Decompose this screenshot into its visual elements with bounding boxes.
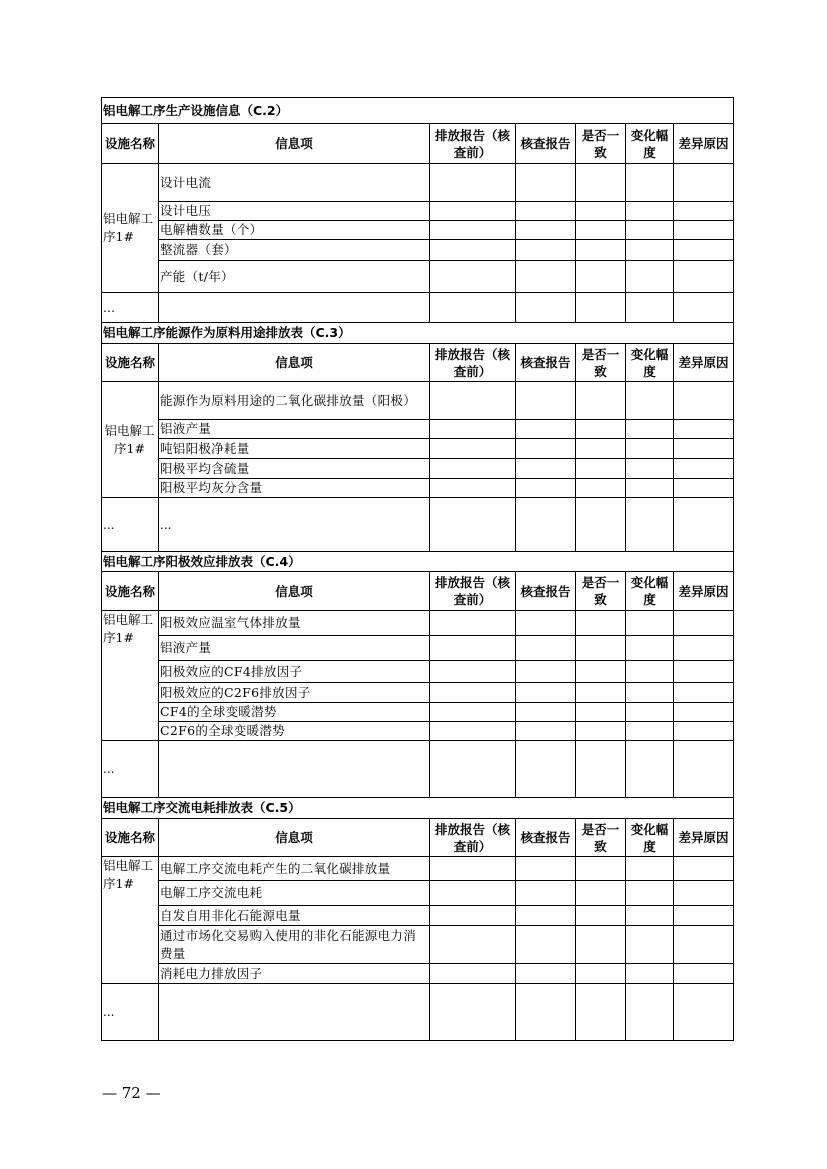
facility-name: 铝电解工序1# [102,164,159,293]
info-item: 阳极平均灰分含量 [159,479,430,498]
table-row [102,439,734,459]
header-verify: 核查报告 [516,344,576,382]
header-report-before: 排放报告（核查前） [430,819,516,857]
header-change: 变化幅度 [626,819,674,857]
info-item: 铝液产量 [159,636,430,661]
table-row [102,240,734,261]
table-row [102,498,734,552]
ellipsis-cell: ... [102,498,159,552]
header-report-before: 排放报告（核查前） [430,344,516,382]
header-item: 信息项 [159,124,430,164]
table-row [102,459,734,479]
header-report-before: 排放报告（核查前） [430,124,516,164]
info-item: 消耗电力排放因子 [159,964,430,984]
info-item: 吨铝阳极净耗量 [159,439,430,459]
info-item: 电解工序交流电耗 [159,881,430,906]
section-title: 铝电解工序生产设施信息（C.2） [102,98,734,124]
table-row [102,420,734,439]
table-row [102,984,734,1041]
facility-name: 铝电解工序1# [102,857,159,984]
info-item: 设计电压 [159,202,430,221]
header-report-before: 排放报告（核查前） [430,572,516,611]
header-consistent: 是否一致 [576,344,626,382]
header-row [102,124,734,164]
info-item: C2F6的全球变暖潜势 [159,722,430,741]
facility-name: 铝电解工序1# [102,611,159,741]
info-item: 铝液产量 [159,420,430,439]
ellipsis-cell: ... [102,984,159,1041]
table-row [102,722,734,741]
table-row [102,164,734,202]
facility-name: 铝电解工序1# [102,382,159,498]
header-consistent: 是否一致 [576,572,626,611]
info-item: CF4的全球变暖潜势 [159,703,430,722]
ellipsis-cell [159,293,430,323]
table-row [102,703,734,722]
header-verify: 核查报告 [516,819,576,857]
ellipsis-cell: ... [102,741,159,798]
header-facility: 设施名称 [102,124,159,164]
header-facility: 设施名称 [102,344,159,382]
ellipsis-cell: ... [159,498,430,552]
table-row [102,202,734,221]
ellipsis-cell [159,741,430,798]
info-item: 能源作为原料用途的二氧化碳排放量（阳极） [159,382,430,420]
table-row [102,221,734,240]
header-item: 信息项 [159,344,430,382]
header-reason: 差异原因 [674,572,734,611]
page-number: — 72 — [102,1084,161,1102]
header-consistent: 是否一致 [576,124,626,164]
ellipsis-cell [159,984,430,1041]
verification-table [101,97,734,1041]
table-row [102,906,734,926]
table-row [102,382,734,420]
header-change: 变化幅度 [626,572,674,611]
header-change: 变化幅度 [626,124,674,164]
header-reason: 差异原因 [674,124,734,164]
table-row [102,636,734,661]
section-title: 铝电解工序交流电耗排放表（C.5） [102,798,734,819]
table-row [102,261,734,293]
header-facility: 设施名称 [102,572,159,611]
info-item: 阳极平均含硫量 [159,459,430,479]
table-row [102,293,734,323]
info-item: 自发自用非化石能源电量 [159,906,430,926]
table-row [102,661,734,683]
header-item: 信息项 [159,572,430,611]
table-row [102,683,734,703]
header-row [102,819,734,857]
info-item: 设计电流 [159,164,430,202]
header-change: 变化幅度 [626,344,674,382]
info-item: 阳极效应温室气体排放量 [159,611,430,636]
info-item: 产能（t/年） [159,261,430,293]
header-facility: 设施名称 [102,819,159,857]
header-row [102,344,734,382]
info-item: 电解槽数量（个） [159,221,430,240]
info-item: 阳极效应的CF4排放因子 [159,661,430,683]
header-consistent: 是否一致 [576,819,626,857]
info-item: 通过市场化交易购入使用的非化石能源电力消费量 [159,926,430,964]
header-reason: 差异原因 [674,819,734,857]
table-row [102,964,734,984]
info-item: 整流器（套） [159,240,430,261]
section-title: 铝电解工序能源作为原料用途排放表（C.3） [102,323,734,344]
info-item: 阳极效应的C2F6排放因子 [159,683,430,703]
ellipsis-cell: … [102,293,159,323]
section-title: 铝电解工序阳极效应排放表（C.4） [102,552,734,572]
header-row [102,572,734,611]
table-row [102,741,734,798]
header-verify: 核查报告 [516,572,576,611]
table-row [102,926,734,964]
table-row [102,857,734,881]
header-reason: 差异原因 [674,344,734,382]
table-row [102,611,734,636]
info-item: 电解工序交流电耗产生的二氧化碳排放量 [159,857,430,881]
table-row [102,881,734,906]
table-row [102,479,734,498]
header-item: 信息项 [159,819,430,857]
header-verify: 核查报告 [516,124,576,164]
